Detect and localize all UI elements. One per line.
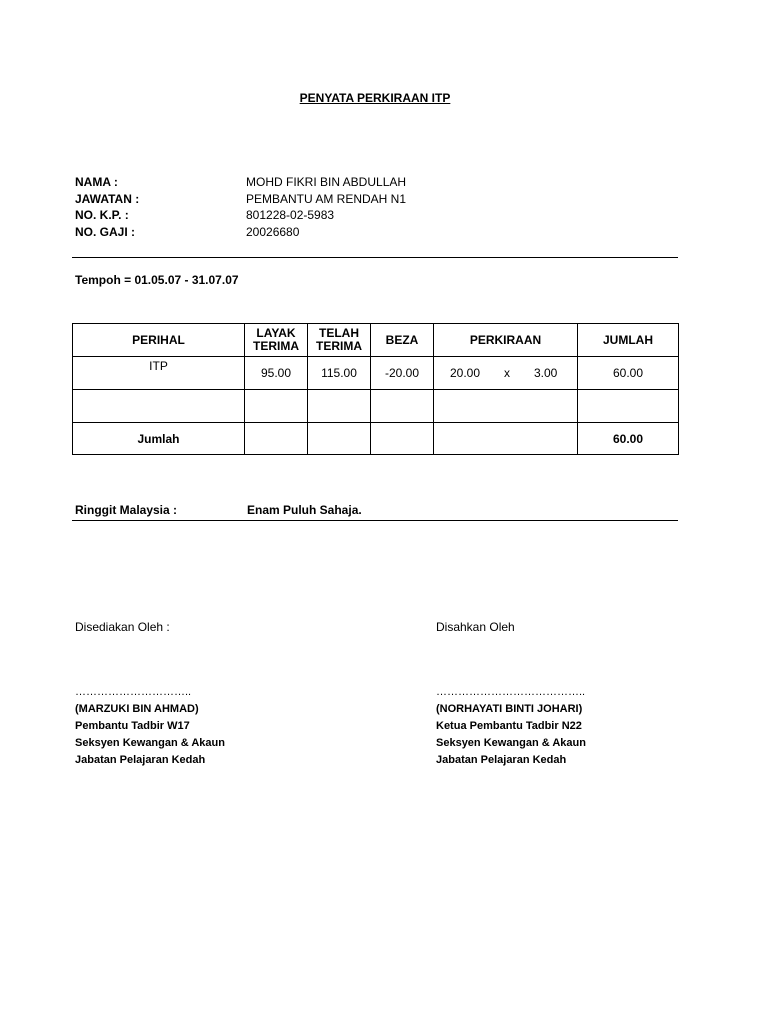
ringgit-value: Enam Puluh Sahaja. bbox=[247, 503, 362, 517]
claim-table bbox=[72, 323, 679, 455]
header-layak-terima bbox=[245, 324, 308, 357]
perkiraan-value-b: 3.00 bbox=[534, 366, 558, 380]
empty-cell bbox=[371, 423, 434, 455]
table-header-row bbox=[73, 324, 679, 357]
header-telah-terima bbox=[308, 324, 371, 357]
verified-signature-line: ………………………………….. bbox=[436, 686, 586, 698]
perkiraan-expression bbox=[434, 366, 577, 380]
prepared-by-heading: Disediakan Oleh : bbox=[75, 620, 170, 634]
perihal-itp: ITP bbox=[149, 359, 168, 373]
ringgit-label: Ringgit Malaysia : bbox=[75, 503, 178, 517]
verified-section: Seksyen Kewangan & Akaun bbox=[436, 737, 586, 749]
period-text: Tempoh = 01.05.07 - 31.07.07 bbox=[75, 273, 239, 287]
empty-cell bbox=[245, 390, 308, 423]
empty-cell bbox=[578, 390, 679, 423]
cell-telah: 115.00 bbox=[308, 357, 371, 390]
prepared-name: (MARZUKI BIN AHMAD) bbox=[75, 703, 199, 715]
header-layak-line1: LAYAK bbox=[256, 326, 296, 340]
prepared-signature-block bbox=[75, 684, 225, 769]
header-beza: BEZA bbox=[371, 324, 434, 357]
info-value: 801228-02-5983 bbox=[246, 208, 335, 222]
divider bbox=[72, 257, 678, 258]
perkiraan-operator: x bbox=[504, 366, 510, 380]
empty-cell bbox=[308, 390, 371, 423]
cell-perkiraan bbox=[434, 357, 578, 390]
header-layak-line2: TERIMA bbox=[253, 339, 299, 353]
total-value: 60.00 bbox=[578, 423, 679, 455]
header-telah-line1: TELAH bbox=[319, 326, 359, 340]
verified-signature-block bbox=[436, 684, 586, 769]
prepared-position: Pembantu Tadbir W17 bbox=[75, 720, 190, 732]
prepared-department: Jabatan Pelajaran Kedah bbox=[75, 754, 206, 766]
info-value: MOHD FIKRI BIN ABDULLAH bbox=[246, 175, 407, 189]
empty-cell bbox=[434, 423, 578, 455]
cell-jumlah: 60.00 bbox=[578, 357, 679, 390]
info-value: 20026680 bbox=[246, 225, 300, 239]
table-row-empty bbox=[73, 390, 679, 423]
header-perihal: PERIHAL bbox=[73, 324, 245, 357]
cell-beza: -20.00 bbox=[371, 357, 434, 390]
info-label: NAMA : bbox=[75, 175, 118, 189]
cell-layak: 95.00 bbox=[245, 357, 308, 390]
info-label: NO. GAJI : bbox=[75, 225, 136, 239]
header-telah-line2: TERIMA bbox=[316, 339, 362, 353]
table-total-row bbox=[73, 423, 679, 455]
document-title: PENYATA PERKIRAAN ITP bbox=[299, 91, 451, 105]
empty-cell bbox=[371, 390, 434, 423]
total-label: Jumlah bbox=[73, 423, 245, 455]
cell-perihal bbox=[73, 357, 245, 390]
prepared-signature-line: ………………………….. bbox=[75, 686, 192, 698]
verified-by-heading: Disahkan Oleh bbox=[436, 620, 515, 634]
prepared-section: Seksyen Kewangan & Akaun bbox=[75, 737, 225, 749]
info-label: NO. K.P. : bbox=[75, 208, 129, 222]
verified-name: (NORHAYATI BINTI JOHARI) bbox=[436, 703, 583, 715]
verified-department: Jabatan Pelajaran Kedah bbox=[436, 754, 567, 766]
info-value: PEMBANTU AM RENDAH N1 bbox=[246, 192, 407, 206]
verified-position: Ketua Pembantu Tadbir N22 bbox=[436, 720, 582, 732]
info-label: JAWATAN : bbox=[75, 192, 140, 206]
empty-cell bbox=[73, 390, 245, 423]
empty-cell bbox=[245, 423, 308, 455]
header-perkiraan: PERKIRAAN bbox=[434, 324, 578, 357]
empty-cell bbox=[308, 423, 371, 455]
ringgit-underline bbox=[72, 520, 678, 521]
empty-cell bbox=[434, 390, 578, 423]
table-row bbox=[73, 357, 679, 390]
header-jumlah: JUMLAH bbox=[578, 324, 679, 357]
perkiraan-value-a: 20.00 bbox=[450, 366, 481, 380]
